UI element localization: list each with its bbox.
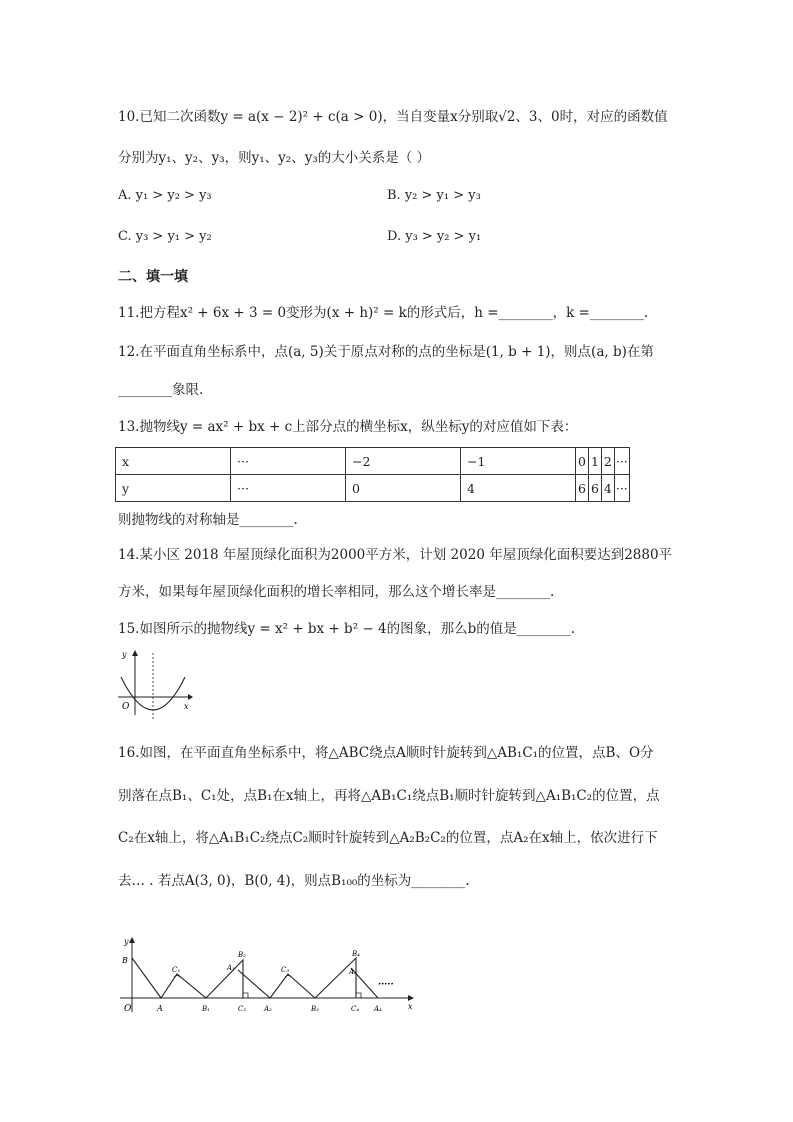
label-a: A (157, 1004, 163, 1013)
continuation-dots: ····· (378, 980, 394, 990)
table-cell: x (116, 448, 231, 475)
table-cell: ··· (231, 475, 346, 502)
label-a2: A₂ (264, 1005, 272, 1013)
q15-parabola-graph (112, 645, 196, 721)
x-label: x (184, 702, 189, 711)
q16-line4: 去… . 若点A(3, 0)，B(0, 4)，则点B₁₀₀的坐标为________. (118, 873, 470, 889)
label-b1: B₁ (202, 1005, 210, 1013)
label-a4: A₄ (374, 1005, 382, 1013)
q13-line1: 13.抛物线y = ax² + bx + c上部分点的横坐标x，纵坐标y的对应值如下表： (118, 419, 578, 435)
right-angle-mark (356, 993, 361, 998)
q15-line1: 15.如图所示的抛物线y = x² + bx + b² − 4的图象，那么b的值是________. (118, 621, 576, 637)
label-b: B (122, 956, 128, 965)
label-a3: A₃ (349, 968, 357, 976)
label-a1: A₁ (227, 964, 235, 972)
table-cell: −1 (461, 448, 576, 475)
q13-value-table (115, 447, 630, 502)
q16-line1: 16.如图，在平面直角坐标系中，将△ABC绕点A顺时针旋转到△AB₁C₁的位置，点B、O分 (118, 745, 654, 761)
y-label: y (122, 650, 127, 659)
label-b2: B₂ (238, 951, 246, 959)
origin-label: O (124, 1004, 132, 1014)
table-row (116, 475, 630, 502)
label-c2: C₂ (238, 1005, 247, 1013)
q10-option-c: C. y₃ > y₁ > y₂ (118, 229, 212, 244)
table-cell: 4 (601, 475, 614, 502)
table-row (116, 448, 630, 475)
table-cell: −2 (346, 448, 461, 475)
section-title: 二、填一填 (118, 269, 188, 285)
q16-line2: 别落在点B₁、C₁处，点B₁在x轴上，再将△AB₁C₁绕点B₁顺时针旋转到△A₁B₁C₂的位置，点 (118, 788, 660, 804)
q10-option-a: A. y₁ > y₂ > y₃ (118, 188, 212, 203)
table-cell: 1 (588, 448, 601, 475)
x-axis-arrow (188, 694, 193, 700)
q14-line2: 方米，如果每年屋顶绿化面积的增长率相同，那么这个增长率是________. (118, 584, 555, 600)
q16-rotation-figure (110, 930, 420, 1022)
table-cell: 6 (588, 475, 601, 502)
table-cell: 0 (346, 475, 461, 502)
q14-line1: 14.某小区 2018 年屋顶绿化面积为2000平方米，计划 2020 年屋顶绿化面积要达到2880平 (118, 547, 673, 563)
x-label: x (408, 1002, 413, 1011)
table-cell: ··· (614, 448, 629, 475)
origin-label: O (122, 702, 130, 712)
table-cell: 4 (461, 475, 576, 502)
table-cell: 2 (601, 448, 614, 475)
q12-line2: ________象限. (118, 382, 204, 398)
table-cell: ··· (231, 448, 346, 475)
label-c3: C₃ (281, 966, 290, 974)
y-label: y (124, 937, 129, 946)
q13-line2: 则抛物线的对称轴是________. (118, 512, 298, 528)
label-b4: B₄ (352, 950, 360, 958)
table-cell: 6 (576, 475, 589, 502)
table-cell: ··· (614, 475, 629, 502)
y-axis-arrow (129, 937, 135, 943)
label-c4: C₄ (351, 1005, 360, 1013)
q16-line3: C₂在x轴上，将△A₁B₁C₂绕点C₂顺时针旋转到△A₂B₂C₂的位置，点A₂在x轴上，依次进行下 (118, 830, 658, 846)
q10-option-d: D. y₃ > y₂ > y₁ (387, 229, 482, 244)
triangle-chain-part2 (270, 958, 356, 998)
q10-line1: 10.已知二次函数y = a(x − 2)² + c(a > 0)，当自变量x分别取√2、3、0时，对应的函数值 (118, 109, 668, 125)
q11-line1: 11.把方程x² + 6x + 3 = 0变形为(x + h)² = k的形式后，h =________，k =________. (118, 305, 649, 321)
table-cell: y (116, 475, 231, 502)
right-angle-mark (243, 993, 248, 998)
label-c1: C₁ (172, 966, 181, 974)
q12-line1: 12.在平面直角坐标系中，点(a, 5)关于原点对称的点的坐标是(1, b + 1)，则点(a, b)在第 (118, 344, 654, 360)
label-b3: B₃ (311, 1005, 319, 1013)
table-cell: 0 (576, 448, 589, 475)
y-axis-arrow (132, 650, 138, 656)
q10-line2: 分别为y₁、y₂、y₃，则y₁、y₂、y₃的大小关系是（ ） (118, 150, 431, 166)
q10-option-b: B. y₂ > y₁ > y₃ (387, 188, 481, 203)
x-axis-arrow (408, 995, 414, 1001)
